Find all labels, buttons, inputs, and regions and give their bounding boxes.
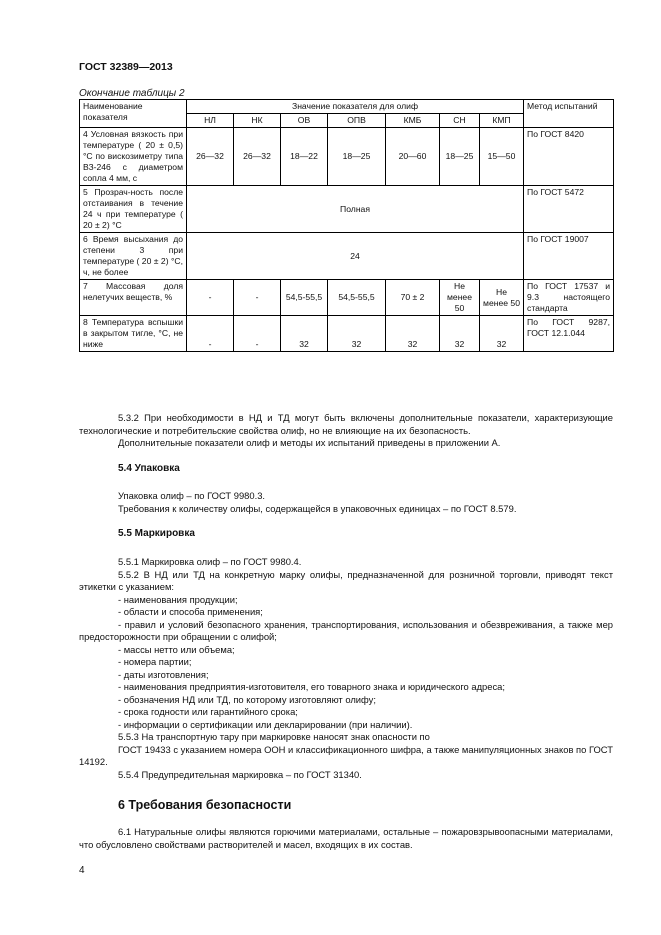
paragraph: 5.5.3 На транспортную тару при маркировке наносят знак опасности по [118,731,430,742]
section-heading-5-5: 5.5 Маркировка [118,528,195,539]
section-5-5 [79,556,613,781]
value-cell: 32 [440,316,480,352]
list-item: - правил и условий безопасного хранения, транспортирования, использования и обезвреживания, а также мер предосторожности при обращении с олифой; [79,618,613,642]
table-row [80,128,614,186]
value-cell: 24 [187,233,524,280]
method-cell: По ГОСТ 5472 [524,186,614,233]
paragraph: ГОСТ 19433 с указанием номера ООН и классификационного шифра, а также манипуляционных знаков по ГОСТ 14192. [79,743,613,767]
list-item: - наименования продукции; [118,593,238,605]
value-cell: 32 [281,316,328,352]
col-header: ОПВ [328,114,386,128]
method-cell: По ГОСТ 19007 [524,233,614,280]
value-cell: 26—32 [234,128,281,186]
value-cell: 54,5-55,5 [281,280,328,316]
list-item: - даты изготовления; [118,668,209,680]
table-row [80,316,614,352]
table-caption: Окончание таблицы 2 [79,88,185,99]
list-item: - наименования предприятия-изготовителя, его товарного знака и юридического адреса; [118,681,505,692]
value-cell: 15—50 [480,128,524,186]
paragraph: Дополнительные показатели олиф и методы их испытаний приведены в приложении А. [118,437,501,448]
row-name: 5 Прозрач-ность после отстаивания в течение 24 ч при температуре ( 20 ± 2) °С [80,186,187,233]
list-item: - массы нетто или объема; [118,643,235,655]
paragraph: 5.3.2 При необходимости в НД и ТД могут быть включены дополнительные показатели, характеризующие технологические и потребительские свойства олиф, но не влияющие на их безопасность. [79,412,613,436]
value-cell: - [187,316,234,352]
table-header-row [80,100,614,114]
value-cell: Полная [187,186,524,233]
method-cell: По ГОСТ 9287, ГОСТ 12.1.044 [524,316,614,352]
paragraph: 5.5.4 Предупредительная маркировка – по ГОСТ 31340. [118,768,362,780]
col-header: СН [440,114,480,128]
page-number: 4 [79,865,85,876]
value-cell: 18—25 [328,128,386,186]
paragraph: Требования к количеству олифы, содержащейся в упаковочных единицах – по ГОСТ 8.579. [118,502,517,514]
list-item: - срока годности или гарантийного срока; [118,706,298,717]
section-6-1 [79,826,613,851]
value-cell: 32 [480,316,524,352]
row-name: 7 Массовая доля нелетучих веществ, % [80,280,187,316]
table-row [80,280,614,316]
table-row [80,233,614,280]
value-cell: - [234,280,281,316]
value-cell: - [187,280,234,316]
header-method-cell: Метод испытаний [524,100,614,128]
list-item: - информации о сертификации или декларировании (при наличии). [118,718,413,730]
row-name: 4 Условная вязкость при температуре ( 20 ± 0,5) °С по вискозиметру типа ВЗ-246 с диаметром сопла 4 мм, с [80,128,187,186]
value-cell: 54,5-55,5 [328,280,386,316]
document-header: ГОСТ 32389—2013 [79,61,173,73]
list-item: - обозначения НД или ТД, по которому изготовляют олифу; [118,693,376,705]
row-name: 8 Температура вспышки в закрытом тигле, °С, не ниже [80,316,187,352]
row-name: 6 Время высыхания до степени 3 при температуре ( 20 ± 2) °С, ч, не более [80,233,187,280]
section-5-4 [79,490,613,515]
section-5-3-2 [79,412,613,450]
table-row [80,186,614,233]
indicators-table [79,99,614,352]
value-cell: 18—22 [281,128,328,186]
value-cell: Не менее 50 [440,280,480,316]
value-cell: 70 ± 2 [386,280,440,316]
col-header: КМБ [386,114,440,128]
value-cell: 18—25 [440,128,480,186]
value-cell: 26—32 [187,128,234,186]
col-header: ОВ [281,114,328,128]
paragraph: 5.5.1 Маркировка олиф – по ГОСТ 9980.4. [118,556,302,567]
method-cell: По ГОСТ 17537 и 9.3 настоящего стандарта [524,280,614,316]
header-values-cell: Значение показателя для олиф [187,100,524,114]
col-header: НЛ [187,114,234,128]
paragraph: 5.5.2 В НД или ТД на конкретную марку олифы, предназначенной для розничной торговли, приводят текст этикетки с указанием: [79,568,613,592]
section-heading-6: 6 Требования безопасности [118,798,292,812]
section-heading-5-4: 5.4 Упаковка [118,463,180,474]
list-item: - номера партии; [118,656,192,667]
value-cell: Не менее 50 [480,280,524,316]
value-cell: 20—60 [386,128,440,186]
value-cell: - [234,316,281,352]
value-cell: 32 [386,316,440,352]
col-header: НК [234,114,281,128]
paragraph: 6.1 Натуральные олифы являются горючими материалами, остальные – пожаровзрывоопасными материалами, что обусловлено свойствами растворителей и масел, входящих в их состав. [79,826,613,850]
list-item: - области и способа применения; [118,606,263,617]
col-header: КМП [480,114,524,128]
method-cell: По ГОСТ 8420 [524,128,614,186]
value-cell: 32 [328,316,386,352]
paragraph: Упаковка олиф – по ГОСТ 9980.3. [118,490,266,501]
header-name-cell: Наименование показателя [80,100,187,128]
